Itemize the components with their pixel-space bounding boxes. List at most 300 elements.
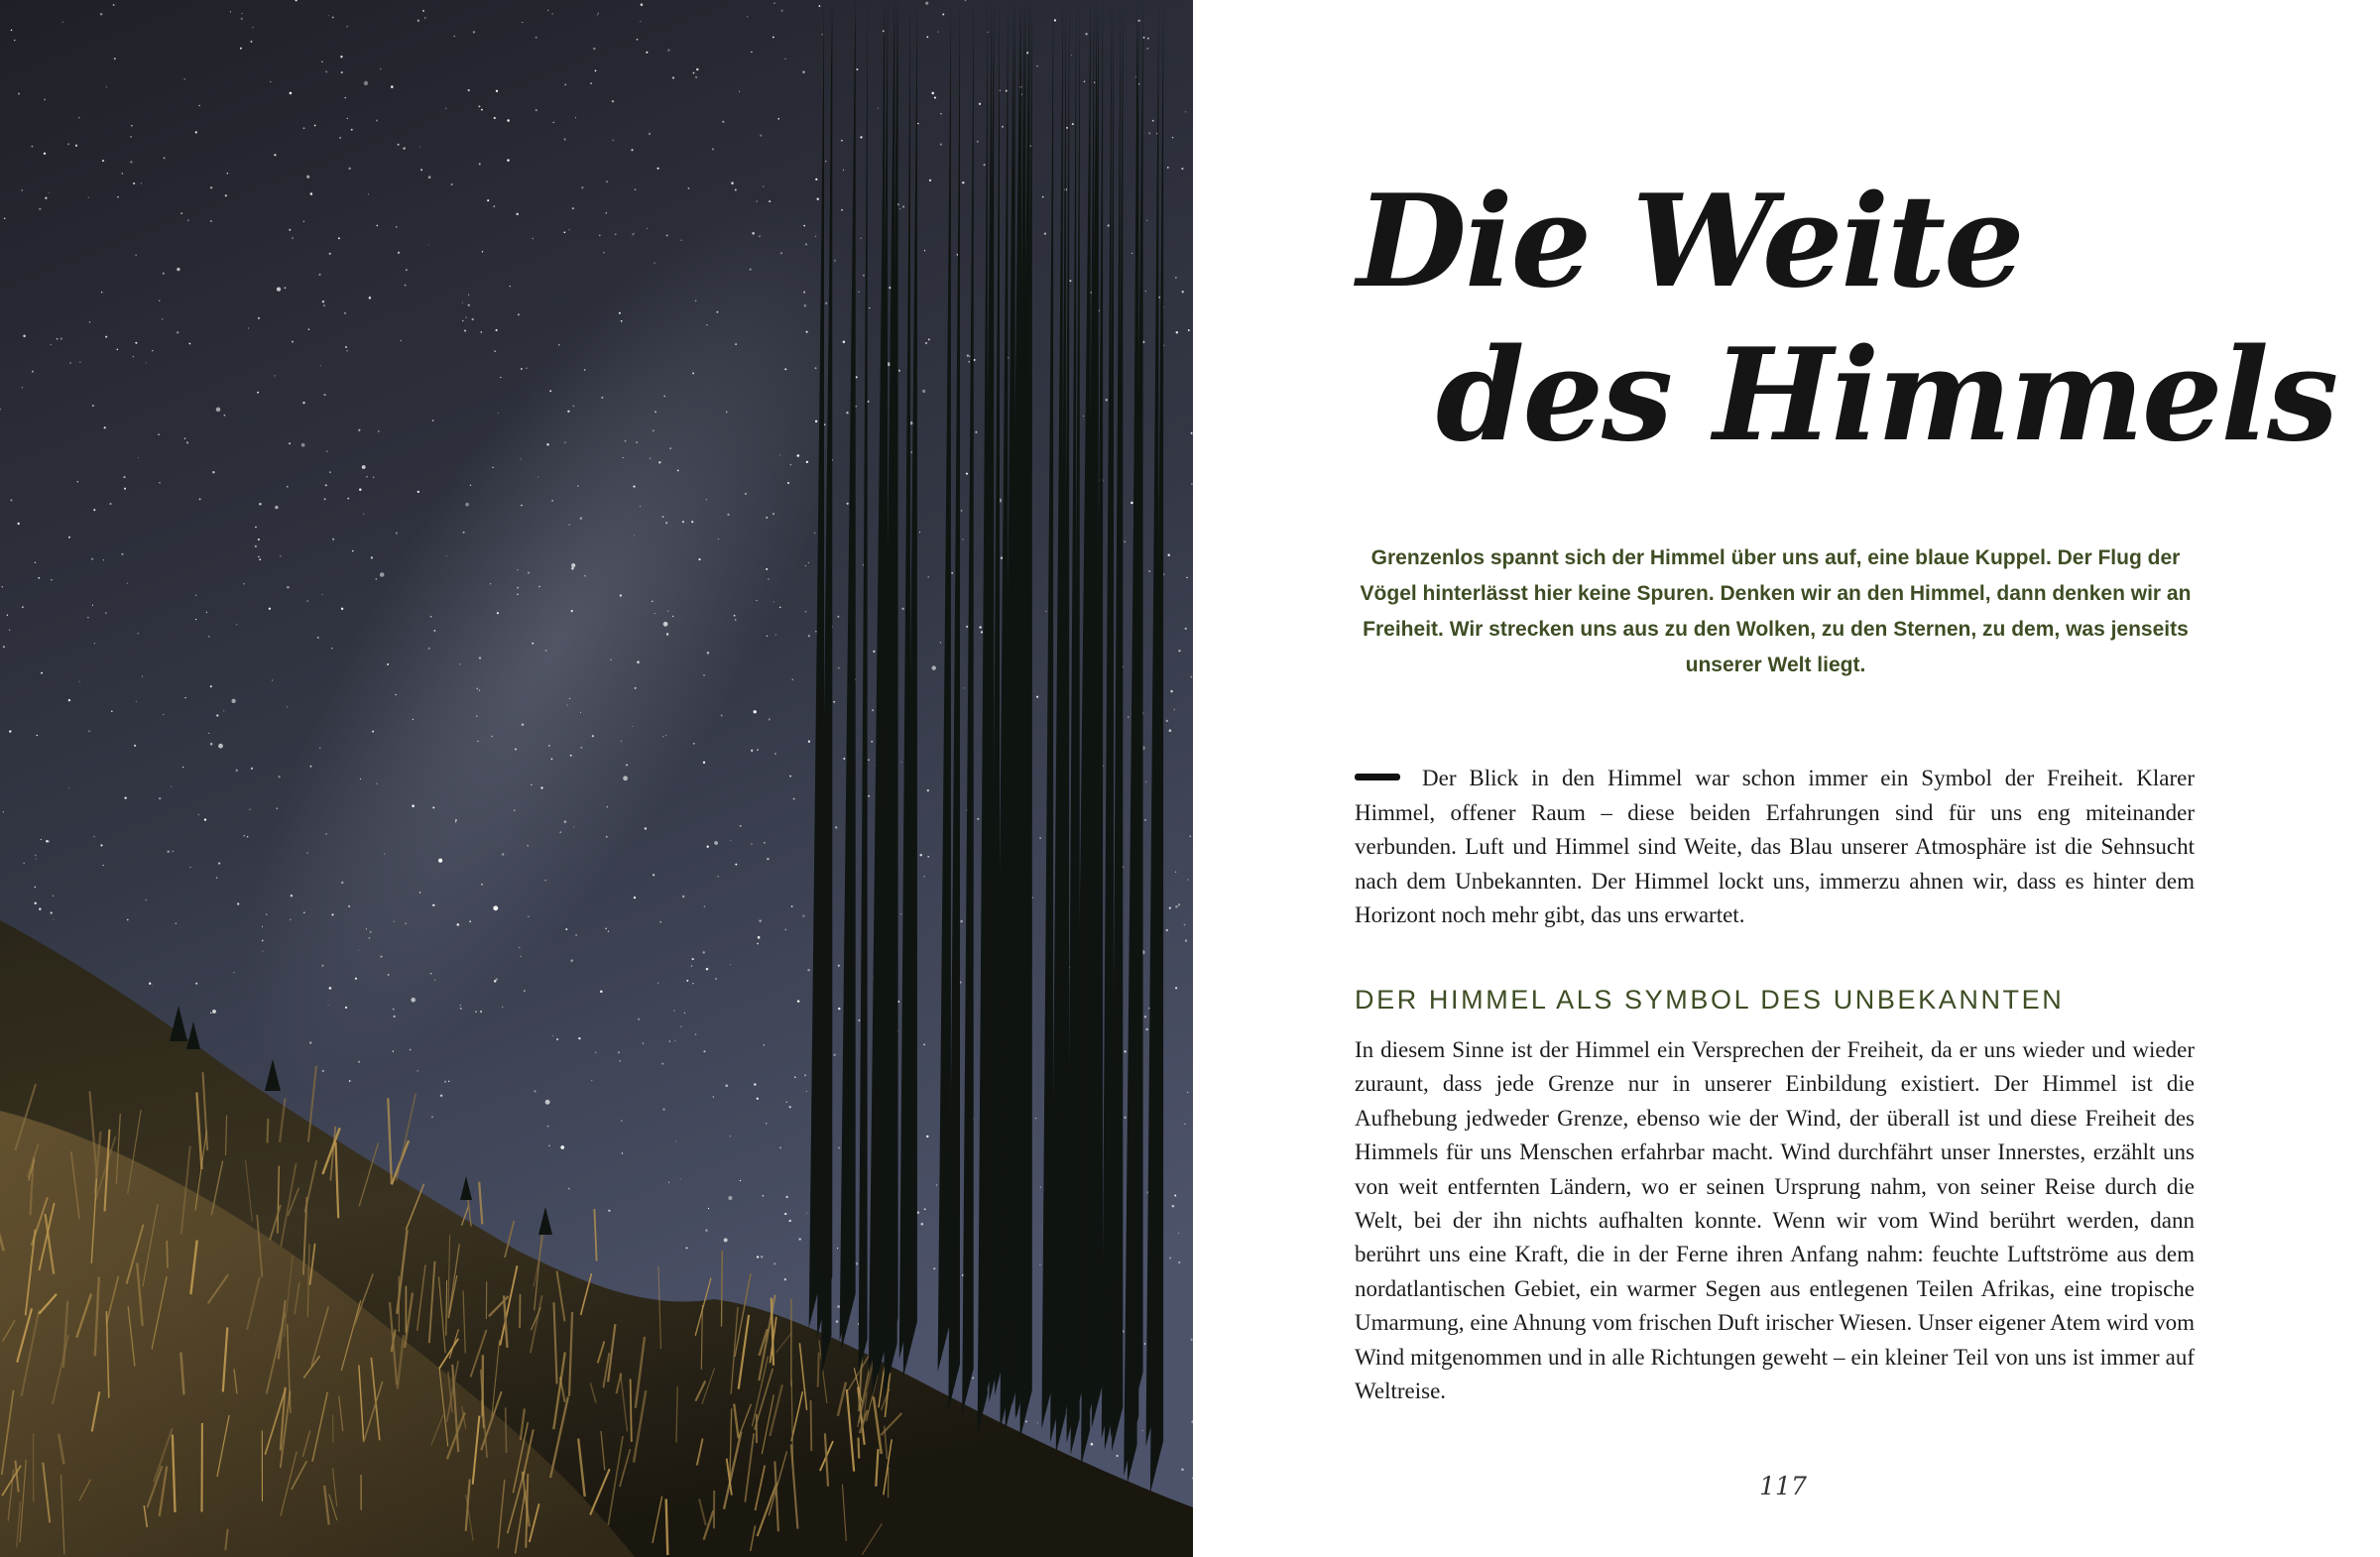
star	[638, 1018, 640, 1020]
star	[1172, 1205, 1175, 1208]
star	[835, 826, 837, 828]
star	[69, 362, 71, 364]
star	[216, 408, 221, 413]
star	[287, 486, 289, 488]
star	[306, 852, 307, 853]
star	[667, 611, 668, 612]
star	[784, 1213, 786, 1215]
star	[756, 600, 757, 601]
star	[802, 914, 804, 916]
star	[204, 818, 206, 820]
star	[210, 220, 212, 222]
star	[977, 818, 979, 820]
star	[285, 288, 287, 290]
star	[236, 770, 238, 772]
star	[757, 943, 759, 945]
star	[420, 169, 422, 171]
star	[974, 359, 976, 361]
star	[927, 789, 929, 791]
star	[1174, 1194, 1176, 1196]
star	[195, 131, 197, 133]
star	[340, 56, 342, 58]
star	[206, 612, 207, 613]
star	[900, 762, 901, 763]
star	[673, 1010, 674, 1011]
star	[1144, 1343, 1146, 1345]
star	[841, 140, 843, 142]
star	[1085, 33, 1087, 35]
star	[1166, 929, 1168, 931]
star	[592, 735, 594, 737]
star	[634, 897, 636, 898]
star	[391, 85, 394, 88]
star	[703, 674, 705, 676]
star	[1147, 38, 1149, 40]
star	[481, 331, 482, 332]
star	[100, 13, 103, 16]
star	[868, 795, 870, 797]
star	[241, 18, 243, 20]
star	[45, 197, 47, 199]
star	[104, 426, 106, 428]
star	[871, 741, 873, 743]
star	[578, 1037, 580, 1039]
star	[1066, 127, 1068, 129]
star	[598, 13, 599, 14]
star	[303, 127, 305, 129]
star	[105, 612, 106, 613]
star	[603, 252, 604, 253]
star	[803, 292, 805, 294]
star	[597, 14, 598, 15]
star	[595, 70, 597, 72]
star	[568, 229, 569, 230]
star	[863, 275, 865, 277]
star	[497, 612, 499, 614]
star	[473, 31, 475, 33]
star	[571, 563, 575, 567]
star	[187, 219, 188, 220]
star	[632, 726, 633, 727]
grass-blade	[666, 1499, 668, 1556]
star	[195, 595, 196, 596]
star	[1042, 196, 1044, 198]
star	[152, 350, 153, 351]
star	[763, 186, 764, 187]
star	[182, 767, 183, 768]
star	[1167, 167, 1169, 169]
star	[825, 161, 826, 162]
star	[951, 572, 953, 574]
grass-blade	[811, 1400, 812, 1451]
star	[325, 484, 327, 486]
star	[21, 189, 23, 191]
star	[329, 471, 331, 473]
star	[559, 831, 561, 833]
star	[291, 895, 293, 897]
star	[51, 344, 52, 345]
star	[411, 998, 416, 1003]
star	[22, 387, 23, 388]
star	[517, 587, 519, 589]
star	[838, 667, 840, 669]
star	[515, 749, 517, 751]
star	[564, 441, 565, 442]
star	[649, 133, 651, 135]
star	[716, 311, 718, 313]
star	[412, 804, 415, 807]
star	[1182, 291, 1184, 293]
star	[1166, 720, 1168, 722]
star	[105, 336, 107, 338]
star	[878, 108, 879, 109]
star	[210, 743, 213, 746]
star	[516, 213, 519, 216]
star	[331, 913, 333, 915]
star	[163, 273, 165, 275]
star	[277, 287, 281, 291]
star	[623, 776, 628, 780]
star	[610, 659, 612, 660]
star	[1144, 1016, 1146, 1018]
star	[1185, 111, 1187, 113]
star	[131, 125, 133, 127]
star	[804, 304, 807, 307]
star	[558, 344, 559, 345]
star	[292, 341, 294, 343]
star	[662, 736, 663, 737]
star	[184, 697, 185, 698]
star	[159, 482, 160, 483]
star	[262, 926, 263, 927]
star	[838, 965, 840, 967]
star	[569, 698, 570, 699]
star	[640, 21, 641, 22]
star	[759, 235, 761, 237]
star	[564, 231, 566, 233]
star	[1167, 553, 1169, 555]
star	[377, 225, 379, 227]
grass-blade	[167, 1241, 168, 1268]
star	[210, 685, 212, 687]
star	[53, 919, 54, 920]
star	[1147, 48, 1149, 50]
star	[527, 845, 529, 847]
star	[667, 49, 669, 51]
star	[331, 648, 332, 649]
star	[869, 307, 870, 308]
star	[478, 105, 480, 107]
star	[688, 187, 690, 189]
star	[580, 747, 582, 749]
star	[455, 819, 457, 821]
star	[274, 375, 275, 376]
star	[410, 1049, 412, 1051]
star	[766, 568, 768, 570]
star	[195, 619, 196, 620]
star	[314, 125, 316, 127]
star	[329, 987, 332, 990]
star	[177, 268, 179, 271]
star	[657, 168, 659, 170]
star	[599, 234, 601, 236]
star	[549, 390, 551, 392]
star	[652, 600, 654, 602]
star	[758, 936, 761, 939]
star	[764, 842, 766, 844]
star	[922, 390, 925, 393]
star	[1169, 729, 1172, 732]
star	[321, 60, 323, 62]
star	[968, 361, 970, 363]
star	[803, 225, 805, 227]
star	[417, 1070, 418, 1071]
star	[348, 905, 350, 907]
star	[1130, 502, 1133, 505]
star	[841, 209, 843, 211]
star	[633, 486, 635, 488]
star	[931, 665, 935, 669]
star	[929, 180, 931, 181]
star	[640, 506, 641, 507]
star	[130, 136, 131, 137]
star	[1036, 65, 1038, 67]
star	[36, 858, 37, 859]
star	[3, 811, 4, 812]
star	[124, 796, 126, 798]
star	[545, 650, 547, 652]
star	[726, 412, 728, 414]
star	[496, 329, 498, 331]
star	[637, 660, 640, 663]
star	[278, 776, 280, 778]
grass-blade	[722, 1251, 723, 1327]
star	[322, 300, 324, 302]
star	[792, 679, 794, 681]
star	[1091, 1443, 1094, 1446]
star	[1181, 1469, 1184, 1472]
star	[475, 1011, 477, 1013]
star	[310, 766, 312, 768]
star	[92, 605, 93, 606]
star	[1124, 540, 1126, 542]
star	[60, 337, 62, 339]
star	[846, 412, 848, 414]
star	[1144, 819, 1146, 821]
star	[38, 577, 40, 579]
star	[403, 147, 405, 149]
star	[324, 394, 326, 396]
star	[698, 558, 700, 560]
star	[621, 741, 622, 742]
star	[216, 877, 217, 878]
star	[606, 180, 608, 182]
star	[1083, 416, 1084, 417]
star	[253, 27, 254, 28]
star	[933, 1267, 935, 1269]
star	[621, 1120, 623, 1122]
star	[713, 1096, 714, 1097]
star	[347, 498, 349, 500]
star	[641, 3, 644, 6]
star	[176, 922, 177, 923]
star	[775, 634, 776, 635]
star	[675, 1140, 676, 1141]
star	[563, 138, 565, 140]
star	[494, 350, 496, 352]
star	[868, 759, 870, 761]
star	[522, 22, 523, 23]
star	[900, 913, 901, 914]
star	[966, 473, 968, 475]
star	[1135, 76, 1136, 77]
star	[548, 745, 550, 747]
star	[341, 608, 343, 610]
star	[321, 965, 323, 967]
star	[272, 679, 273, 680]
star	[371, 556, 373, 558]
star	[123, 476, 125, 478]
star	[39, 908, 41, 910]
star	[1175, 905, 1177, 907]
star	[580, 712, 581, 713]
star	[745, 493, 747, 495]
star	[536, 37, 537, 39]
star	[1175, 277, 1177, 279]
star	[94, 643, 95, 644]
star	[612, 140, 614, 142]
star	[326, 450, 327, 451]
star	[88, 730, 90, 732]
star	[777, 118, 779, 120]
star	[620, 594, 622, 596]
star	[707, 846, 709, 848]
star	[805, 611, 807, 613]
star	[575, 117, 576, 118]
star	[446, 555, 447, 556]
star	[937, 31, 938, 32]
star	[4, 218, 5, 219]
star	[606, 836, 608, 838]
star	[502, 853, 504, 855]
star	[465, 503, 469, 507]
star	[494, 205, 496, 207]
star	[142, 675, 143, 676]
star	[46, 840, 49, 843]
star	[189, 343, 191, 345]
star	[275, 506, 278, 509]
star	[35, 887, 36, 888]
star	[637, 39, 639, 41]
star	[53, 896, 54, 897]
star	[455, 821, 457, 823]
star	[470, 485, 471, 486]
star	[786, 1102, 787, 1103]
star	[584, 369, 585, 370]
star	[608, 1210, 610, 1212]
star	[462, 320, 464, 322]
star	[323, 304, 325, 306]
star	[696, 68, 699, 71]
star	[767, 858, 769, 860]
star	[398, 144, 400, 146]
star	[606, 806, 608, 808]
star	[257, 392, 259, 394]
star	[339, 137, 340, 138]
star	[1124, 1117, 1126, 1119]
star	[87, 617, 88, 618]
star	[106, 86, 107, 87]
star	[573, 826, 574, 827]
star	[789, 1106, 791, 1108]
star	[606, 212, 608, 214]
star	[1169, 907, 1171, 909]
star	[79, 681, 80, 682]
star	[141, 182, 142, 183]
star	[49, 192, 50, 193]
star	[113, 4, 115, 6]
star	[481, 109, 483, 111]
star	[32, 371, 34, 373]
star	[1181, 168, 1183, 170]
star	[521, 956, 522, 957]
star	[695, 300, 697, 302]
star	[477, 741, 478, 742]
star	[440, 1095, 442, 1097]
star	[735, 343, 737, 345]
star	[309, 1041, 311, 1043]
star	[663, 622, 668, 627]
star	[127, 583, 128, 584]
star	[57, 338, 59, 340]
star	[490, 583, 491, 584]
star	[750, 269, 752, 271]
star	[752, 232, 755, 235]
star	[573, 406, 575, 408]
star	[654, 412, 656, 414]
star	[682, 521, 684, 523]
star	[332, 539, 334, 540]
star	[167, 850, 170, 853]
star	[1148, 570, 1150, 572]
star	[836, 1320, 839, 1323]
star	[75, 145, 77, 147]
star	[925, 342, 927, 344]
star	[843, 341, 846, 344]
star	[682, 896, 684, 898]
star	[544, 880, 545, 881]
star	[376, 783, 377, 784]
star	[1069, 280, 1071, 282]
star	[171, 785, 172, 786]
star	[754, 1083, 756, 1085]
star	[35, 562, 36, 563]
star	[329, 253, 331, 255]
star	[438, 859, 442, 863]
star	[1184, 1124, 1185, 1125]
star	[531, 784, 532, 785]
star	[819, 5, 821, 7]
star	[355, 978, 357, 980]
star	[195, 983, 197, 985]
star	[369, 297, 371, 299]
star	[662, 1108, 664, 1110]
star	[684, 1013, 685, 1014]
star	[393, 1009, 395, 1011]
star	[728, 1196, 732, 1200]
star	[251, 41, 253, 43]
star	[218, 744, 223, 749]
